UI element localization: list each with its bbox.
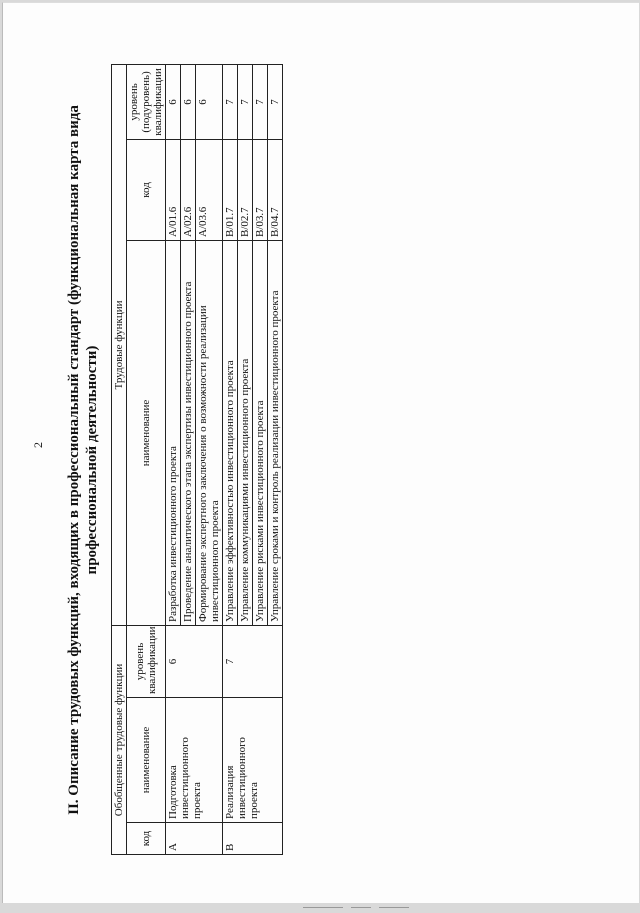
gf-name-cell: Подготовка инвестиционного проекта: [166, 698, 223, 823]
rotated-content: [61, 65, 586, 855]
tf-code-cell: В/02.7: [238, 139, 253, 240]
tf-level-cell: 6: [181, 64, 196, 139]
tf-name-cell: Управление рисками инвестиционного проекта: [253, 240, 268, 625]
tf-code-cell: А/02.6: [181, 139, 196, 240]
tf-level-cell: 6: [166, 64, 181, 139]
tf-name-cell: Управление эффективностью инвестиционного проекта: [223, 240, 238, 625]
generalized-functions-header: Обобщенные трудовые функции: [112, 625, 127, 854]
labor-functions-header: Трудовые функции: [112, 64, 127, 625]
tf-level-cell: 7: [268, 64, 283, 139]
section-title-line-1: II. Описание трудовых функций, входящих в профессиональный стандарт (функциональная карта вида: [66, 105, 82, 815]
document-page: [2, 2, 639, 903]
tf-code-cell: А/01.6: [166, 139, 181, 240]
tf-code-cell: А/03.6: [196, 139, 223, 240]
tf-code-cell: В/01.7: [223, 139, 238, 240]
tf-name-header: наименование: [127, 240, 166, 625]
header-row-2: [127, 64, 166, 854]
gf-code-cell: В: [223, 823, 283, 855]
gf-code-header: код: [127, 823, 166, 855]
section-title: [65, 65, 101, 855]
tf-level-header: уровень (подуровень) квалификации: [127, 64, 166, 139]
tf-level-cell: 7: [253, 64, 268, 139]
tf-level-cell: 6: [196, 64, 223, 139]
tf-code-header: код: [127, 139, 166, 240]
tf-name-cell: Формирование экспертного заключения о возможности реализации инвестиционного проекта: [196, 240, 223, 625]
tf-name-cell: Разработка инвестиционного проекта: [166, 240, 181, 625]
tf-level-cell: 7: [223, 64, 238, 139]
gf-level-cell: 6: [166, 625, 223, 697]
tf-level-cell: 7: [238, 64, 253, 139]
gf-level-header: уровень квалификации: [127, 625, 166, 697]
header-row-1: [112, 64, 127, 854]
tf-name-cell: Проведение аналитического этапа экспертизы инвестиционного проекта: [181, 240, 196, 625]
gf-name-cell: Реализация инвестиционного проекта: [223, 698, 283, 823]
gf-name-header: наименование: [127, 698, 166, 823]
gf-code-cell: А: [166, 823, 223, 855]
table-body: [166, 64, 283, 854]
gf-level-cell: 7: [223, 625, 283, 697]
section-title-line-2: профессиональной деятельности): [84, 345, 100, 575]
page-number: 2: [31, 442, 45, 448]
table-row: [223, 64, 238, 854]
table-row: [166, 64, 181, 854]
tf-name-cell: Управление сроками и контроль реализации инвестиционного проекта: [268, 240, 283, 625]
functional-map-table: [111, 64, 283, 855]
scan-marks: [303, 895, 463, 897]
tf-code-cell: В/03.7: [253, 139, 268, 240]
tf-name-cell: Управление коммуникациями инвестиционного проекта: [238, 240, 253, 625]
tf-code-cell: В/04.7: [268, 139, 283, 240]
